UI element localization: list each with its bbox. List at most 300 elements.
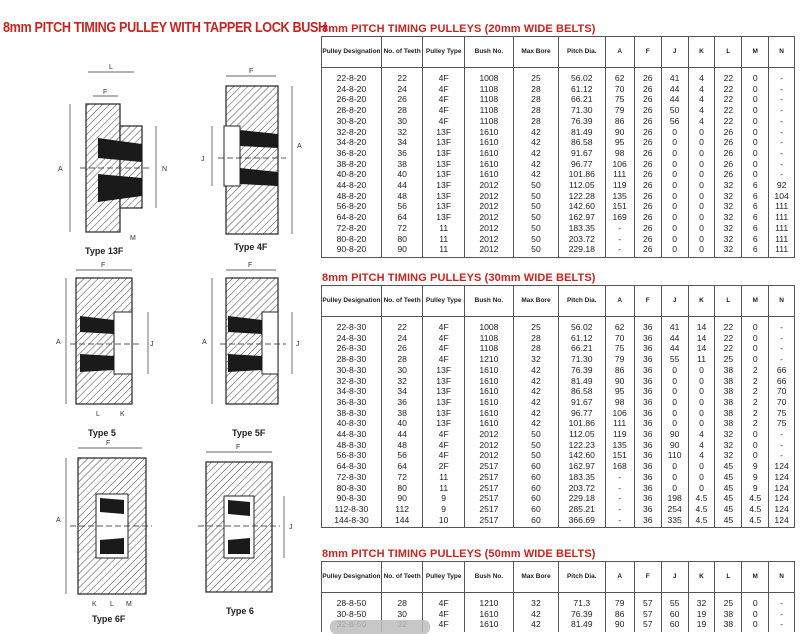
cell-type: 4F	[423, 84, 465, 95]
cell-teeth: 24	[381, 84, 423, 95]
table-row	[322, 472, 795, 483]
table-row	[322, 450, 795, 461]
cell-bush: 1610	[464, 397, 513, 408]
cell-type: 13F	[423, 365, 465, 376]
cell-j: 55	[661, 593, 688, 609]
cell-designation: 36-8-30	[322, 397, 382, 408]
cell-pitch: 229.18	[559, 493, 605, 504]
header-pitch: Pitch Dia.	[559, 286, 605, 317]
table-row	[322, 493, 795, 504]
cell-designation: 80-8-30	[322, 483, 382, 494]
cell-j: 254	[661, 504, 688, 515]
cell-type: 13F	[423, 159, 465, 170]
cell-j: 0	[661, 408, 688, 419]
cell-k: 0	[688, 376, 715, 387]
cell-l: 22	[715, 333, 742, 344]
cell-j: 0	[661, 180, 688, 191]
header-designation: Pulley Designation	[322, 286, 382, 317]
cell-f: 57	[634, 619, 661, 632]
cell-j: 0	[661, 201, 688, 212]
cell-bore: 25	[513, 68, 558, 84]
caption-type-13f: Type 13F	[85, 246, 124, 256]
cell-n: -	[769, 343, 795, 354]
cell-pitch: 71.30	[559, 105, 605, 116]
cell-teeth: 26	[381, 343, 423, 354]
cell-bush: 1610	[464, 408, 513, 419]
header-bore: Max Bore	[513, 562, 558, 593]
cell-teeth: 22	[381, 317, 423, 333]
cell-l: 38	[715, 619, 742, 632]
cell-j: 0	[661, 483, 688, 494]
cell-f: 36	[634, 376, 661, 387]
cell-f: 36	[634, 333, 661, 344]
cell-bush: 1108	[464, 94, 513, 105]
dim-m-6f: M	[126, 601, 132, 608]
cell-n: 111	[769, 223, 795, 234]
cell-bore: 60	[513, 515, 558, 528]
cell-type: 13F	[423, 191, 465, 202]
cell-k: 32	[688, 593, 715, 609]
cell-designation: 32-8-20	[322, 127, 382, 138]
cell-f: 36	[634, 515, 661, 528]
cell-l: 22	[715, 105, 742, 116]
cell-k: 4.5	[688, 515, 715, 528]
dim-j-5f: J	[296, 341, 300, 348]
cell-designation: 30-8-20	[322, 116, 382, 127]
cell-pitch: 101.86	[559, 418, 605, 429]
cell-designation: 34-8-20	[322, 137, 382, 148]
cell-teeth: 56	[381, 450, 423, 461]
dim-l-6f: L	[110, 601, 114, 608]
cell-m: 6	[742, 212, 769, 223]
table-title-30mm: 8mm PITCH TIMING PULLEYS (30mm WIDE BELTS)	[322, 272, 596, 284]
cell-pitch: 142.60	[559, 450, 605, 461]
cell-n: -	[769, 116, 795, 127]
cell-f: 26	[634, 180, 661, 191]
header-m: M	[742, 286, 769, 317]
cell-pitch: 81.49	[559, 619, 605, 632]
cell-k: 4	[688, 105, 715, 116]
cell-bore: 32	[513, 593, 558, 609]
cell-designation: 38-8-20	[322, 159, 382, 170]
cell-f: 26	[634, 127, 661, 138]
cell-pitch: 285.21	[559, 504, 605, 515]
cell-teeth: 64	[381, 212, 423, 223]
cell-type: 4F	[423, 609, 465, 620]
cell-f: 36	[634, 354, 661, 365]
cell-n: -	[769, 333, 795, 344]
table-title-20mm: 8mm PITCH TIMING PULLEYS (20mm WIDE BELTS)	[322, 23, 596, 35]
cell-a: 86	[605, 609, 634, 620]
cell-f: 36	[634, 493, 661, 504]
cell-k: 4	[688, 68, 715, 84]
caption-type-5: Type 5	[88, 428, 116, 438]
header-n: N	[769, 286, 795, 317]
cell-a: 111	[605, 418, 634, 429]
cell-l: 38	[715, 418, 742, 429]
cell-l: 32	[715, 201, 742, 212]
cell-type: 13F	[423, 418, 465, 429]
cell-j: 0	[661, 472, 688, 483]
cell-j: 60	[661, 619, 688, 632]
cell-teeth: 30	[381, 365, 423, 376]
cell-j: 44	[661, 333, 688, 344]
cell-l: 32	[715, 440, 742, 451]
cell-k: 19	[688, 619, 715, 632]
cell-a: -	[605, 234, 634, 245]
cell-teeth: 26	[381, 94, 423, 105]
table-row	[322, 201, 795, 212]
cell-pitch: 203.72	[559, 483, 605, 494]
cell-pitch: 162.97	[559, 461, 605, 472]
table-row	[322, 191, 795, 202]
header-teeth: No. of Teeth	[381, 37, 423, 68]
cell-teeth: 40	[381, 169, 423, 180]
cell-k: 4.5	[688, 504, 715, 515]
cell-pitch: 61.12	[559, 333, 605, 344]
cell-bore: 50	[513, 223, 558, 234]
cell-type: 13F	[423, 148, 465, 159]
cell-designation: 48-8-30	[322, 440, 382, 451]
cell-m: 6	[742, 201, 769, 212]
cell-l: 45	[715, 493, 742, 504]
cell-bore: 60	[513, 483, 558, 494]
cell-n: -	[769, 127, 795, 138]
cell-l: 38	[715, 609, 742, 620]
cell-m: 0	[742, 137, 769, 148]
dim-j-5: J	[150, 341, 154, 348]
cell-bore: 50	[513, 244, 558, 257]
header-k: K	[688, 37, 715, 68]
cell-bush: 2012	[464, 234, 513, 245]
cell-bush: 1610	[464, 609, 513, 620]
cell-j: 0	[661, 244, 688, 257]
cell-n: 111	[769, 244, 795, 257]
cell-l: 22	[715, 94, 742, 105]
cell-type: 13F	[423, 169, 465, 180]
cell-type: 4F	[423, 450, 465, 461]
cell-j: 44	[661, 84, 688, 95]
cell-bush: 2517	[464, 461, 513, 472]
cell-m: 0	[742, 333, 769, 344]
dim-k-6f: K	[92, 601, 97, 608]
cell-pitch: 71.3	[559, 593, 605, 609]
cell-f: 36	[634, 365, 661, 376]
cell-pitch: 101.86	[559, 169, 605, 180]
cell-teeth: 48	[381, 191, 423, 202]
cell-j: 90	[661, 429, 688, 440]
caption-type-4f: Type 4F	[234, 242, 268, 252]
table-row	[322, 317, 795, 333]
cell-n: 111	[769, 201, 795, 212]
dim-a-5f: A	[202, 339, 207, 346]
cell-j: 0	[661, 191, 688, 202]
cell-bore: 42	[513, 386, 558, 397]
cell-bore: 50	[513, 201, 558, 212]
cell-m: 0	[742, 94, 769, 105]
dim-l: L	[109, 64, 113, 71]
header-teeth: No. of Teeth	[381, 286, 423, 317]
cell-teeth: 22	[381, 68, 423, 84]
cell-m: 0	[742, 609, 769, 620]
cell-a: 70	[605, 84, 634, 95]
header-f: F	[634, 37, 661, 68]
cell-k: 0	[688, 159, 715, 170]
cell-type: 4F	[423, 333, 465, 344]
header-bush: Bush No.	[464, 37, 513, 68]
dim-a-4f: A	[297, 143, 302, 150]
cell-f: 36	[634, 483, 661, 494]
cell-n: -	[769, 148, 795, 159]
cell-f: 57	[634, 593, 661, 609]
cell-f: 36	[634, 440, 661, 451]
cell-j: 0	[661, 137, 688, 148]
cell-a: 75	[605, 94, 634, 105]
cell-m: 4.5	[742, 504, 769, 515]
cell-bore: 60	[513, 461, 558, 472]
cell-pitch: 56.02	[559, 68, 605, 84]
cell-type: 2F	[423, 461, 465, 472]
cell-m: 0	[742, 450, 769, 461]
cell-j: 55	[661, 354, 688, 365]
cell-m: 2	[742, 365, 769, 376]
cell-a: 79	[605, 105, 634, 116]
cell-a: 70	[605, 333, 634, 344]
cell-bush: 1108	[464, 333, 513, 344]
cell-type: 11	[423, 472, 465, 483]
cell-teeth: 24	[381, 333, 423, 344]
cell-type: 9	[423, 504, 465, 515]
table-row	[322, 365, 795, 376]
dim-f-5: F	[101, 262, 106, 269]
cell-designation: 32-8-30	[322, 376, 382, 387]
cell-teeth: 40	[381, 418, 423, 429]
cell-bore: 60	[513, 504, 558, 515]
diagram-type-6	[198, 444, 293, 616]
cell-f: 26	[634, 212, 661, 223]
cell-a: 90	[605, 127, 634, 138]
cell-m: 0	[742, 354, 769, 365]
table-row	[322, 84, 795, 95]
cell-teeth: 34	[381, 386, 423, 397]
cell-j: 110	[661, 450, 688, 461]
cell-a: -	[605, 483, 634, 494]
table-row	[322, 180, 795, 191]
cell-type: 4F	[423, 105, 465, 116]
cell-pitch: 122.28	[559, 191, 605, 202]
cell-pitch: 203.72	[559, 234, 605, 245]
cell-designation: 40-8-30	[322, 418, 382, 429]
cell-n: -	[769, 169, 795, 180]
table-row	[322, 68, 795, 84]
cell-bore: 28	[513, 105, 558, 116]
cell-k: 0	[688, 472, 715, 483]
dim-f-5f: F	[248, 262, 253, 269]
cell-type: 11	[423, 234, 465, 245]
cell-n: 111	[769, 212, 795, 223]
cell-a: 135	[605, 191, 634, 202]
header-pitch: Pitch Dia.	[559, 562, 605, 593]
cell-bush: 1210	[464, 593, 513, 609]
cell-pitch: 81.49	[559, 127, 605, 138]
cell-m: 0	[742, 429, 769, 440]
cell-designation: 24-8-20	[322, 84, 382, 95]
cell-n: -	[769, 429, 795, 440]
cell-a: 98	[605, 148, 634, 159]
cell-designation: 34-8-30	[322, 386, 382, 397]
cell-l: 38	[715, 397, 742, 408]
cell-f: 36	[634, 386, 661, 397]
cell-l: 32	[715, 180, 742, 191]
cell-pitch: 91.67	[559, 148, 605, 159]
header-f: F	[634, 286, 661, 317]
cell-m: 0	[742, 317, 769, 333]
cell-teeth: 36	[381, 148, 423, 159]
cell-n: -	[769, 354, 795, 365]
header-pitch: Pitch Dia.	[559, 37, 605, 68]
cell-designation: 80-8-20	[322, 234, 382, 245]
cell-teeth: 32	[381, 127, 423, 138]
cell-n: 124	[769, 504, 795, 515]
table-row	[322, 354, 795, 365]
table-row	[322, 148, 795, 159]
cell-bush: 1108	[464, 116, 513, 127]
cell-k: 11	[688, 354, 715, 365]
cell-designation: 26-8-30	[322, 343, 382, 354]
cell-n: 75	[769, 408, 795, 419]
cell-n: -	[769, 593, 795, 609]
cell-f: 26	[634, 234, 661, 245]
dim-a: A	[58, 166, 63, 173]
cell-k: 0	[688, 137, 715, 148]
cell-a: 151	[605, 450, 634, 461]
cell-m: 9	[742, 472, 769, 483]
cell-f: 26	[634, 68, 661, 84]
cell-f: 26	[634, 169, 661, 180]
cell-type: 13F	[423, 137, 465, 148]
cell-pitch: 76.39	[559, 609, 605, 620]
cell-designation: 44-8-20	[322, 180, 382, 191]
cell-bore: 28	[513, 116, 558, 127]
cell-k: 4	[688, 429, 715, 440]
cell-bore: 42	[513, 148, 558, 159]
cell-pitch: 112.05	[559, 180, 605, 191]
cell-bore: 42	[513, 169, 558, 180]
cell-bore: 50	[513, 440, 558, 451]
diagram-type-13f	[58, 64, 167, 256]
cell-teeth: 28	[381, 105, 423, 116]
cell-a: 90	[605, 619, 634, 632]
cell-l: 26	[715, 169, 742, 180]
cell-teeth: 56	[381, 201, 423, 212]
cell-l: 32	[715, 212, 742, 223]
cell-m: 2	[742, 418, 769, 429]
pulley-table-20mm	[321, 36, 795, 258]
header-n: N	[769, 37, 795, 68]
cell-type: 11	[423, 223, 465, 234]
cell-designation: 72-8-20	[322, 223, 382, 234]
cell-k: 0	[688, 418, 715, 429]
cell-j: 0	[661, 234, 688, 245]
table-row	[322, 504, 795, 515]
table-row	[322, 440, 795, 451]
cell-j: 90	[661, 440, 688, 451]
cell-n: 111	[769, 234, 795, 245]
cell-teeth: 34	[381, 137, 423, 148]
cell-pitch: 66.21	[559, 343, 605, 354]
cell-k: 0	[688, 212, 715, 223]
cell-l: 26	[715, 148, 742, 159]
cell-f: 26	[634, 223, 661, 234]
cell-a: 86	[605, 365, 634, 376]
cell-designation: 112-8-30	[322, 504, 382, 515]
cell-m: 0	[742, 440, 769, 451]
cell-bush: 2012	[464, 244, 513, 257]
cell-n: -	[769, 317, 795, 333]
cell-a: 135	[605, 440, 634, 451]
cell-l: 25	[715, 354, 742, 365]
cell-j: 0	[661, 212, 688, 223]
cell-a: 106	[605, 408, 634, 419]
cell-k: 0	[688, 180, 715, 191]
cell-f: 26	[634, 94, 661, 105]
cell-a: 86	[605, 116, 634, 127]
header-f: F	[634, 562, 661, 593]
cell-m: 0	[742, 343, 769, 354]
cell-type: 4F	[423, 68, 465, 84]
cell-type: 4F	[423, 619, 465, 632]
cell-k: 0	[688, 408, 715, 419]
cell-k: 4	[688, 116, 715, 127]
cell-l: 32	[715, 234, 742, 245]
dim-a-5: A	[56, 339, 61, 346]
cell-k: 14	[688, 317, 715, 333]
table-row	[322, 212, 795, 223]
cell-m: 4.5	[742, 515, 769, 528]
cell-k: 14	[688, 333, 715, 344]
cell-f: 26	[634, 116, 661, 127]
cell-bore: 42	[513, 159, 558, 170]
cell-j: 44	[661, 94, 688, 105]
cell-f: 26	[634, 148, 661, 159]
cell-bush: 2012	[464, 212, 513, 223]
cell-bore: 42	[513, 418, 558, 429]
cell-teeth: 28	[381, 354, 423, 365]
cell-bush: 1610	[464, 376, 513, 387]
cell-bush: 2012	[464, 223, 513, 234]
cell-l: 26	[715, 127, 742, 138]
cell-k: 0	[688, 483, 715, 494]
cell-designation: 72-8-30	[322, 472, 382, 483]
cell-n: 70	[769, 386, 795, 397]
cell-m: 0	[742, 159, 769, 170]
cell-l: 22	[715, 84, 742, 95]
cell-m: 9	[742, 461, 769, 472]
cell-m: 9	[742, 483, 769, 494]
cell-designation: 28-8-50	[322, 593, 382, 609]
cell-l: 45	[715, 472, 742, 483]
cell-type: 4F	[423, 354, 465, 365]
diagram-type-6f	[56, 440, 152, 624]
cell-j: 0	[661, 169, 688, 180]
cell-bore: 25	[513, 317, 558, 333]
table-row	[322, 609, 795, 620]
cell-pitch: 86.58	[559, 137, 605, 148]
cell-bush: 1610	[464, 137, 513, 148]
cell-a: -	[605, 493, 634, 504]
cell-type: 11	[423, 483, 465, 494]
cell-bush: 1108	[464, 343, 513, 354]
